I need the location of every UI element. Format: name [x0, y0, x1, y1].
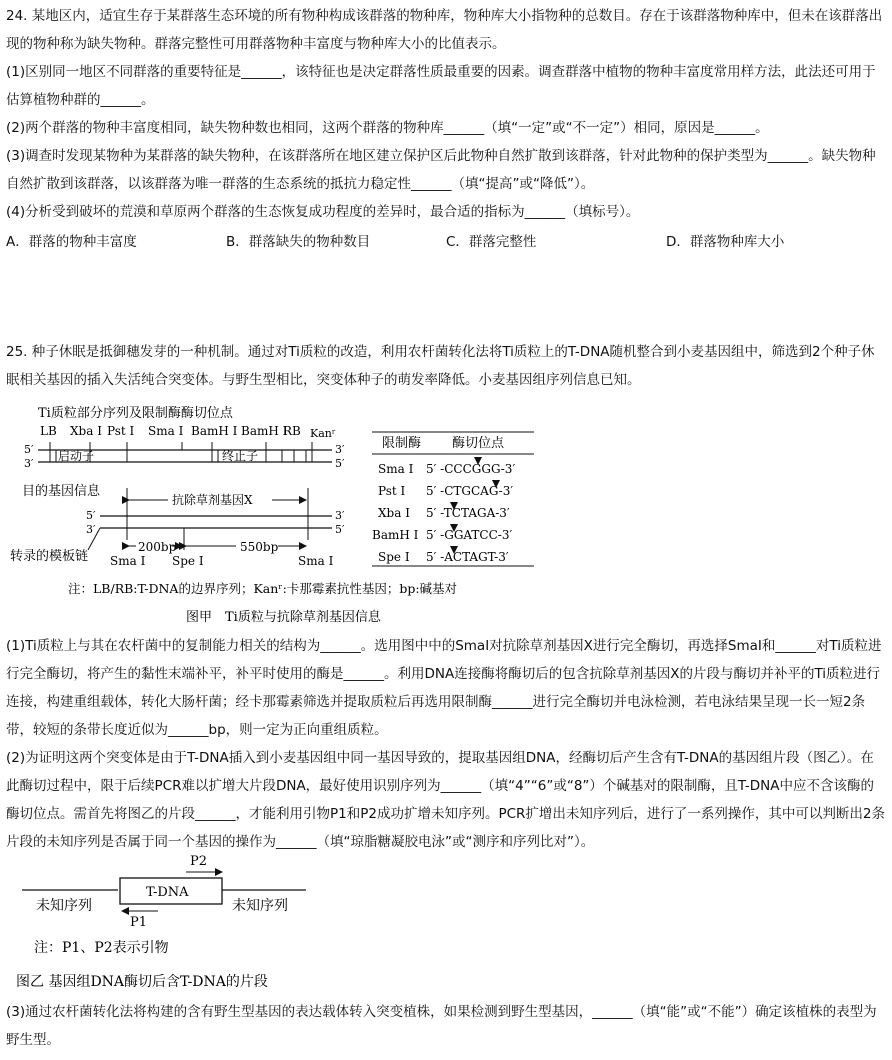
enzyme-site: 5′ -GGATCC-3′	[426, 528, 513, 542]
table-header-enzyme: 限制酶	[382, 436, 422, 451]
enzyme-name: BamH I	[372, 528, 419, 542]
primer-p2-label: P2	[190, 854, 208, 869]
figure-b-caption: 图乙 基因组DNA酶切后含T-DNA的片段	[16, 974, 268, 990]
dist-550bp: 550bp	[240, 540, 279, 554]
table-row	[378, 506, 510, 520]
q24-options	[6, 230, 886, 252]
site-lb: LB	[40, 424, 57, 438]
promoter-label: 启动子	[58, 449, 95, 463]
site-pst: Pst I	[107, 424, 135, 438]
q24-part4: (4)分析受到破坏的荒漠和草原两个群落的生态恢复成功程度的差异时，最合适的指标为______（填标号）。	[6, 204, 640, 220]
q24-part1: (1)区别同一地区不同群落的重要特征是______，该特征也是决定群落性质最重要的因素。调查群落中植物的物种丰富度常用样方法，此法还可用于估算植物种群的______。	[6, 64, 876, 108]
option-c: C．群落完整性	[446, 234, 537, 250]
unknown-seq-left: 未知序列	[36, 898, 92, 914]
q25-part2: (2)为证明这两个突变体是由于T-DNA插入到小麦基因组中同一基因导致的，提取基因组DNA，经酶切后产生含有T-DNA的基因组片段（图乙）。在此酶切过程中，限于后续PCR难以扩增大片段DNA，最好使用识别序列为______（填“4”“6”或“8”）个碱基对的限制酶，且T-DNA中应不含该酶的酶切位点。需首先将图乙的片段______，才能利用引物P1和P2成功扩增未知序列。PCR扩增出未知序列后，进行了一系列操作，其中可以判断出2条片段的未知序列是否属于同一个基因的操作为______（填“琼脂糖凝胶电泳”或“测序和序列比对”）。	[6, 750, 885, 850]
gene-info-title: 目的基因信息	[22, 484, 101, 499]
terminator-label: 终止子	[222, 449, 259, 463]
template-strand-label: 转录的模板链	[10, 549, 89, 564]
enzyme-site: 5′ -CCCGGG-3′	[426, 462, 516, 476]
bottom-site-sma1: Sma I	[110, 554, 146, 568]
option-a: A．群落的物种丰富度	[6, 234, 137, 250]
site-kan: Kanʳ	[310, 427, 336, 440]
plasmid-3prime-left: 3′	[24, 457, 34, 470]
plasmid-5prime-left: 5′	[24, 443, 34, 456]
enzyme-name: Pst I	[378, 484, 406, 498]
q25-part1: (1)Ti质粒上与其在农杆菌中的复制能力相关的结构为______。选用图中中的SmaI对抗除草剂基因X进行完全酶切，再选择SmaI和______对Ti质粒进行完全酶切，将产生的黏性末端补平，补平时使用的酶是______。利用DNA连接酶将酶切后的包含抗除草剂基因X的片段与酶切并补平的Ti质粒进行连接，构建重组载体，转化大肠杆菌；经卡那霉素筛选并提取质粒后再选用限制酶______进行完全酶切并电泳检测，若电泳结果呈现一长一短2条带，较短的条带长度近似为______bp，则一定为正向重组质粒。	[6, 638, 882, 738]
gene-x-label: 抗除草剂基因X	[172, 493, 253, 507]
plasmid-5prime-right: 5′	[335, 457, 345, 470]
gene-5prime-right: 5′	[335, 523, 345, 536]
tdna-box-label: T-DNA	[146, 885, 189, 900]
enzyme-name: Xba I	[378, 506, 410, 520]
gene-3prime-right: 3′	[335, 509, 345, 522]
site-xba: Xba I	[70, 424, 102, 438]
site-rb: RB	[283, 424, 301, 438]
figure-b-diagram	[0, 848, 892, 998]
q25-part3: (3)通过农杆菌转化法将构建的含有野生型基因的表达载体转入突变植株，如果检测到野生型基因，______（填“能”或“不能”）确定该植株的表型为野生型。	[6, 1004, 877, 1048]
enzyme-site: 5′ -ACTAGT-3′	[426, 550, 509, 564]
gene-5prime-left: 5′	[86, 509, 96, 522]
site-sma: Sma I	[148, 424, 184, 438]
q24-part2: (2)两个群落的物种丰富度相同，缺失物种数也相同，这两个群落的物种库______（填“一定”或“不一定”）相同，原因是______。	[6, 120, 769, 136]
dist-200bp: 200bp	[138, 540, 177, 554]
table-row	[378, 550, 509, 564]
table-header-site: 酶切位点	[452, 436, 505, 451]
figure-a-note: 注：LB/RB:T-DNA的边界序列；Kanʳ:卡那霉素抗性基因；bp:碱基对	[68, 581, 458, 596]
ti-title: Ti质粒部分序列及限制酶酶切位点	[38, 406, 233, 421]
gene-3prime-left: 3′	[86, 523, 96, 536]
enzyme-name: Spe I	[378, 550, 410, 564]
primer-p1-label: P1	[130, 915, 148, 930]
plasmid-3prime-right: 3′	[335, 443, 345, 456]
site-bamh1: BamH I	[191, 424, 238, 438]
q25-intro: 25. 种子休眠是抵御穗发芽的一种机制。通过对Ti质粒的改造，利用农杆菌转化法将Ti质粒上的T-DNA随机整合到小麦基因组中，筛选到2个种子休眠相关基因的插入失活纯合突变体。与野生型相比，突变体种子的萌发率降低。小麦基因组序列信息已知。	[6, 344, 875, 388]
unknown-seq-right: 未知序列	[232, 898, 288, 914]
site-bamh2: BamH I	[241, 424, 288, 438]
table-row	[378, 484, 513, 498]
figure-a-caption: 图甲 Ti质粒与抗除草剂基因信息	[186, 610, 381, 625]
q24-part3: (3)调查时发现某物种为某群落的缺失物种，在该群落所在地区建立保护区后此物种自然扩散到该群落，针对此物种的保护类型为______。缺失物种自然扩散到该群落，以该群落为唯一群落的生态系统的抵抗力稳定性______（填“提高”或“降低”）。	[6, 148, 876, 192]
q24-intro: 24. 某地区内，适宜生存于某群落生态环境的所有物种构成该群落的物种库，物种库大小指物种的总数目。存在于该群落物种库中，但未在该群落出现的物种称为缺失物种。群落完整性可用群落物种丰富度与物种库大小的比值表示。	[6, 8, 883, 52]
option-b: B．群落缺失的物种数目	[226, 234, 371, 250]
enzyme-name: Sma I	[378, 462, 414, 476]
enzyme-site: 5′ -CTGCAG-3′	[426, 484, 514, 498]
bottom-site-spe: Spe I	[172, 554, 204, 568]
table-row	[378, 462, 515, 476]
table-row	[372, 528, 512, 542]
bottom-site-sma2: Sma I	[298, 554, 334, 568]
figure-b-note: 注：P1、P2表示引物	[34, 940, 169, 956]
option-d: D．群落物种库大小	[666, 234, 785, 250]
figure-a-diagram	[0, 400, 892, 632]
enzyme-site: 5′ -TCTAGA-3′	[426, 506, 510, 520]
